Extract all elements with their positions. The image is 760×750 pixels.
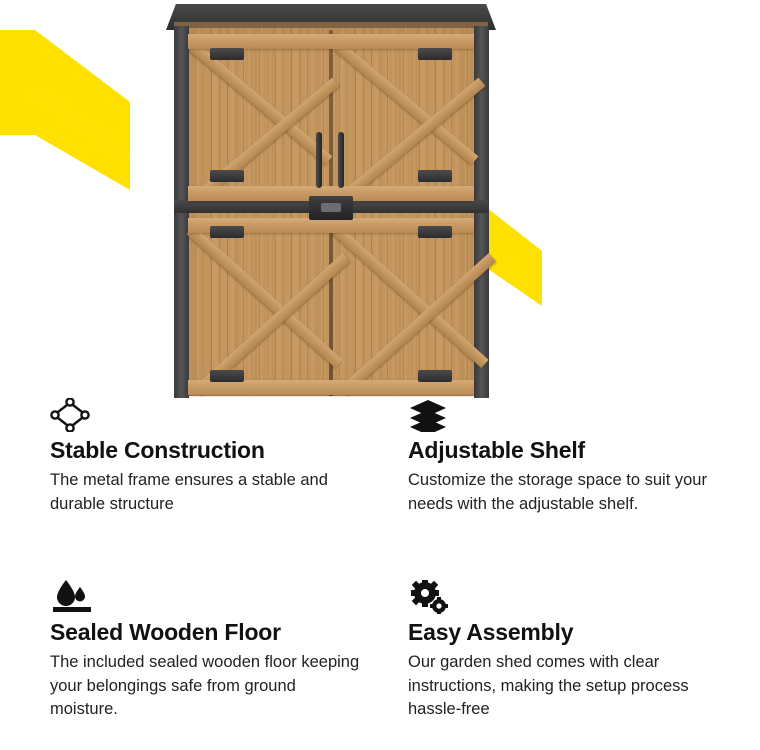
water-drop-icon [50,574,380,614]
feature-easy-assembly [408,574,738,722]
feature-title: Sealed Wooden Floor [50,619,281,645]
feature-title: Easy Assembly [408,619,574,645]
feature-stable-construction [50,392,380,516]
feature-title: Adjustable Shelf [408,437,585,463]
shed-hinge-5 [418,48,452,60]
shed-hinge-8 [418,370,452,382]
garden-shed-image [166,4,496,396]
feature-description: The included sealed wooden floor keeping your belongings safe from ground moisture. [50,653,360,719]
shed-hinge-3 [210,226,244,238]
shed-door-handle-left [316,132,322,188]
shed-door-latch [309,196,353,220]
shed-hinge-1 [210,48,244,60]
feature-adjustable-shelf [408,392,738,516]
shed-hinge-7 [418,226,452,238]
molecule-icon [50,392,380,432]
stacked-shelf-icon [408,392,738,432]
feature-description: Customize the storage space to suit your needs with the adjustable shelf. [408,471,707,513]
shed-rail-upper [188,34,474,49]
feature-description: The metal frame ensures a stable and durable structure [50,471,328,513]
feature-description: Our garden shed comes with clear instructions, making the setup process hassle-free [408,653,689,719]
yellow-chevron-left-decoration [0,30,170,190]
shed-hinge-6 [418,170,452,182]
shed-hinge-2 [210,170,244,182]
feature-title: Stable Construction [50,437,265,463]
shed-hinge-4 [210,370,244,382]
feature-sealed-wooden-floor [50,574,380,722]
shed-door-handle-right [338,132,344,188]
gear-icon [408,574,738,614]
